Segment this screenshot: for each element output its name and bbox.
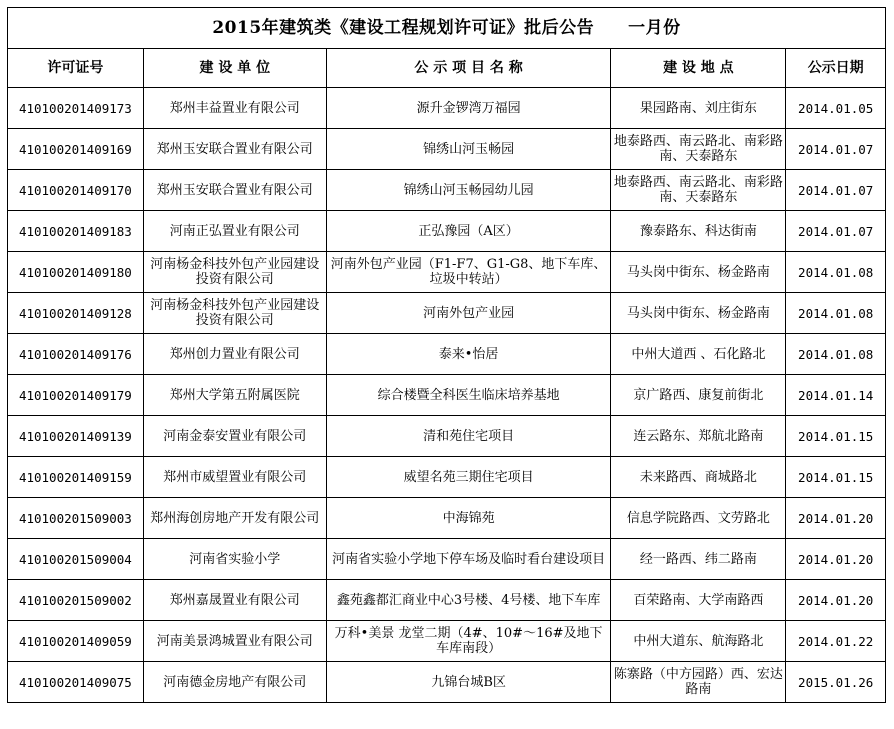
publish-date: 2014.01.14 [786,375,886,416]
construction-location: 陈寨路（中方园路）西、宏达路南 [611,662,786,703]
table-row [8,498,886,539]
project-name: 河南外包产业园（F1-F7、G1-G8、地下车库、垃圾中转站） [326,252,611,293]
publish-date: 2014.01.07 [786,129,886,170]
publish-date: 2014.01.08 [786,334,886,375]
construction-location: 未来路西、商城路北 [611,457,786,498]
table-row [8,170,886,211]
construction-unit: 郑州丰益置业有限公司 [143,88,326,129]
publish-date: 2014.01.20 [786,539,886,580]
construction-location: 地泰路西、南云路北、南彩路南、天泰路东 [611,129,786,170]
permit-number: 410100201509002 [8,580,144,621]
project-name: 中海锦苑 [326,498,611,539]
permit-number: 410100201409169 [8,129,144,170]
table-row [8,457,886,498]
construction-unit: 郑州嘉晟置业有限公司 [143,580,326,621]
construction-unit: 郑州市威望置业有限公司 [143,457,326,498]
permit-number: 410100201409159 [8,457,144,498]
publish-date: 2014.01.08 [786,252,886,293]
table-row [8,293,886,334]
construction-unit: 郑州创力置业有限公司 [143,334,326,375]
construction-unit: 郑州大学第五附属医院 [143,375,326,416]
construction-location: 连云路东、郑航北路南 [611,416,786,457]
permit-number: 410100201409139 [8,416,144,457]
project-name: 锦绣山河玉畅园 [326,129,611,170]
table-row [8,334,886,375]
construction-location: 经一路西、纬二路南 [611,539,786,580]
construction-unit: 河南省实验小学 [143,539,326,580]
table-row [8,129,886,170]
document-title [8,8,886,49]
table-row [8,211,886,252]
project-name: 河南外包产业园 [326,293,611,334]
column-header-date: 公示日期 [786,49,886,88]
publish-date: 2014.01.20 [786,580,886,621]
project-name: 泰来•怡居 [326,334,611,375]
construction-unit: 郑州玉安联合置业有限公司 [143,129,326,170]
permit-number: 410100201409173 [8,88,144,129]
column-header-unit: 建 设 单 位 [143,49,326,88]
project-name: 源升金锣湾万福园 [326,88,611,129]
publish-date: 2014.01.15 [786,416,886,457]
project-name: 综合楼暨全科医生临床培养基地 [326,375,611,416]
project-name: 清和苑住宅项目 [326,416,611,457]
permit-table [7,7,886,703]
project-name: 鑫苑鑫都汇商业中心3号楼、4号楼、地下车库 [326,580,611,621]
construction-unit: 河南金泰安置业有限公司 [143,416,326,457]
permit-number: 410100201409176 [8,334,144,375]
column-header-project: 公 示 项 目 名 称 [326,49,611,88]
permit-number: 410100201409180 [8,252,144,293]
construction-location: 百荣路南、大学南路西 [611,580,786,621]
project-name: 河南省实验小学地下停车场及临时看台建设项目 [326,539,611,580]
project-name: 九锦台城B区 [326,662,611,703]
construction-unit: 河南杨金科技外包产业园建设投资有限公司 [143,293,326,334]
publish-date: 2015.01.26 [786,662,886,703]
construction-unit: 河南正弘置业有限公司 [143,211,326,252]
table-row [8,539,886,580]
permit-number: 410100201409059 [8,621,144,662]
construction-unit: 河南杨金科技外包产业园建设投资有限公司 [143,252,326,293]
table-row [8,252,886,293]
construction-location: 中州大道东、航海路北 [611,621,786,662]
publish-date: 2014.01.15 [786,457,886,498]
publish-date: 2014.01.07 [786,211,886,252]
column-header-location: 建 设 地 点 [611,49,786,88]
permit-number: 410100201509003 [8,498,144,539]
table-row [8,416,886,457]
project-name: 万科•美景 龙堂二期（4#、10#～16#及地下车库南段） [326,621,611,662]
table-row [8,580,886,621]
construction-unit: 郑州玉安联合置业有限公司 [143,170,326,211]
table-row [8,375,886,416]
construction-location: 马头岗中街东、杨金路南 [611,293,786,334]
publish-date: 2014.01.07 [786,170,886,211]
permit-number: 410100201409075 [8,662,144,703]
construction-location: 地泰路西、南云路北、南彩路南、天泰路东 [611,170,786,211]
permit-number: 410100201409179 [8,375,144,416]
title-period: 一月份 [628,17,681,38]
construction-unit: 河南德金房地产有限公司 [143,662,326,703]
table-row [8,621,886,662]
construction-location: 果园路南、刘庄街东 [611,88,786,129]
permit-number: 410100201409183 [8,211,144,252]
header-row [8,49,886,88]
construction-location: 信息学院路西、文劳路北 [611,498,786,539]
construction-unit: 河南美景鸿城置业有限公司 [143,621,326,662]
publish-date: 2014.01.05 [786,88,886,129]
publish-date: 2014.01.22 [786,621,886,662]
publish-date: 2014.01.08 [786,293,886,334]
table-row [8,662,886,703]
column-header-permit: 许可证号 [8,49,144,88]
project-name: 锦绣山河玉畅园幼儿园 [326,170,611,211]
construction-location: 豫泰路东、科达街南 [611,211,786,252]
title-text: 2015年建筑类《建设工程规划许可证》批后公告 [212,17,595,38]
table-row [8,88,886,129]
permit-number: 410100201409128 [8,293,144,334]
construction-location: 马头岗中街东、杨金路南 [611,252,786,293]
permit-number: 410100201509004 [8,539,144,580]
publish-date: 2014.01.20 [786,498,886,539]
construction-location: 中州大道西 、石化路北 [611,334,786,375]
permit-number: 410100201409170 [8,170,144,211]
construction-location: 京广路西、康复前街北 [611,375,786,416]
project-name: 威望名苑三期住宅项目 [326,457,611,498]
construction-unit: 郑州海创房地产开发有限公司 [143,498,326,539]
project-name: 正弘豫园（A区） [326,211,611,252]
announcement-sheet [7,7,886,703]
